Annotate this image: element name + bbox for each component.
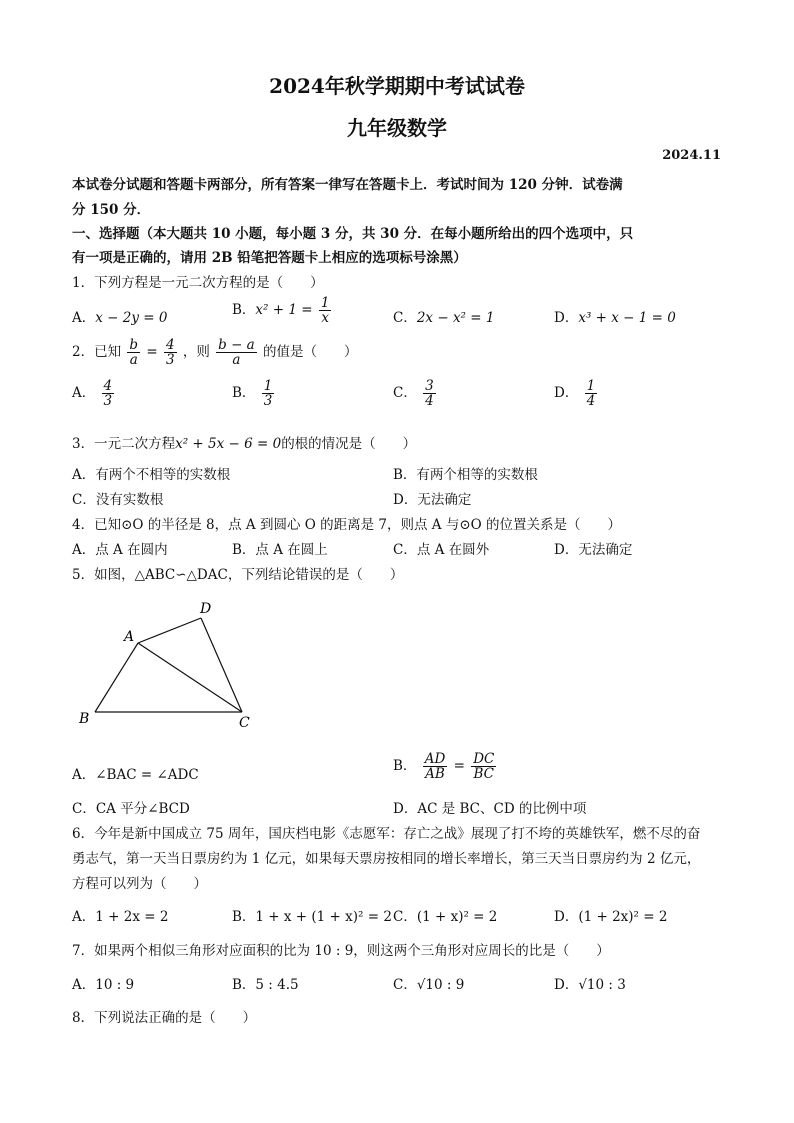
q6-option-d: D．(1 + 2x)² = 2 (554, 909, 668, 925)
q8-stem: 8．下列说法正确的是（ ） (72, 1010, 257, 1026)
q6-line-3: 方程可以列为（ ） (72, 876, 207, 892)
vertex-label-b: B (79, 711, 90, 727)
q2-option-b: B． $\frac{1}{3}$ (232, 378, 273, 410)
q7-stem: 7．如果两个相似三角形对应面积的比为 10 : 9，则这两个三角形对应周长的比是（ ） (72, 943, 610, 959)
vertex-label-a: A (124, 629, 135, 645)
q5-option-b: B． $\frac{AD}{AB}$ = $\frac{DC}{BC}$ (393, 751, 495, 783)
q7-option-b: B．5 : 4.5 (232, 977, 299, 993)
q2-stem: 2．已知 $\frac{b}{a}$ = $\frac{4}{3}$ ，则 $\frac{b - a}{a}$ 的值是（ ） (72, 337, 358, 369)
intro-line-1: 本试卷分试题和答题卡两部分，所有答案一律写在答题卡上．考试时间为 120 分钟．试卷满 (72, 177, 623, 193)
q5-option-d: D．AC 是 BC、CD 的比例中项 (393, 801, 587, 817)
exam-subtitle: 九年级数学 (347, 116, 447, 140)
q7-option-d: D．√10 : 3 (554, 977, 626, 993)
q6-line-1: 6．今年是新中国成立 75 周年，国庆档电影《志愿军：存亡之战》展现了打不垮的英雄铁军，燃不尽的奋 (72, 826, 701, 842)
q7-option-a: A．10 : 9 (72, 977, 135, 993)
q5-option-c: C．CA 平分∠BCD (72, 801, 190, 817)
q4-option-b: B．点 A 在圆上 (232, 542, 328, 558)
q6-option-b: B．1 + x + (1 + x)² = 2 (232, 909, 392, 925)
segment-ba (95, 643, 138, 712)
vertex-label-c: C (239, 715, 250, 731)
triangle-figure (70, 595, 270, 739)
q2-option-c: C． $\frac{3}{4}$ (393, 378, 434, 410)
q2-option-a: A． $\frac{4}{3}$ (72, 378, 113, 410)
q1-option-c: C．2x − x² = 1 (393, 310, 495, 326)
q1-option-d: D．x³ + x − 1 = 0 (554, 310, 676, 326)
segment-ad (138, 618, 201, 643)
q4-option-a: A．点 A 在圆内 (72, 542, 168, 558)
q3-option-d: D．无法确定 (393, 492, 472, 508)
q3-stem: 3．一元二次方程x² + 5x − 6 = 0的根的情况是（ ） (72, 436, 417, 452)
exam-date: 2024.11 (662, 148, 721, 163)
exam-title: 2024年秋学期期中考试试卷 (269, 74, 525, 98)
q7-option-c: C．√10 : 9 (393, 977, 465, 993)
q4-option-c: C．点 A 在圆外 (393, 542, 490, 558)
q5-stem: 5．如图，△ABC∽△DAC，下列结论错误的是（ ） (72, 567, 404, 583)
intro-line-2: 分 150 分． (72, 202, 151, 218)
q3-option-c: C．没有实数根 (72, 492, 164, 508)
q3-option-b: B．有两个相等的实数根 (393, 467, 538, 483)
q6-option-c: C．(1 + x)² = 2 (393, 909, 498, 925)
q1-option-a: A．x − 2y = 0 (72, 310, 168, 326)
section-1-line-1: 一、选择题（本大题共 10 小题，每小题 3 分，共 30 分．在每小题所给出的四个选项中，只 (72, 226, 634, 242)
q2-option-d: D． $\frac{1}{4}$ (554, 378, 596, 410)
q5-option-a: A．∠BAC = ∠ADC (72, 767, 199, 783)
q6-line-2: 勇志气，第一天当日票房约为 1 亿元，如果每天票房按相同的增长率增长，第三天当日票房约为 2 亿元， (72, 851, 701, 867)
vertex-label-d: D (200, 601, 212, 617)
q1-stem: 1．下列方程是一元二次方程的是（ ） (72, 275, 324, 291)
section-1-line-2: 有一项是正确的，请用 2B 铅笔把答题卡上相应的选项标号涂黑） (72, 250, 467, 266)
q1-option-b: B．x² + 1 = $\frac{1}{x}$ (232, 295, 330, 327)
q3-option-a: A．有两个不相等的实数根 (72, 467, 231, 483)
q4-option-d: D．无法确定 (554, 542, 633, 558)
q4-stem: 4．已知⊙O 的半径是 8，点 A 到圆心 O 的距离是 7，则点 A 与⊙O 的位置关系是（ ） (72, 517, 622, 533)
q6-option-a: A．1 + 2x = 2 (72, 909, 169, 925)
